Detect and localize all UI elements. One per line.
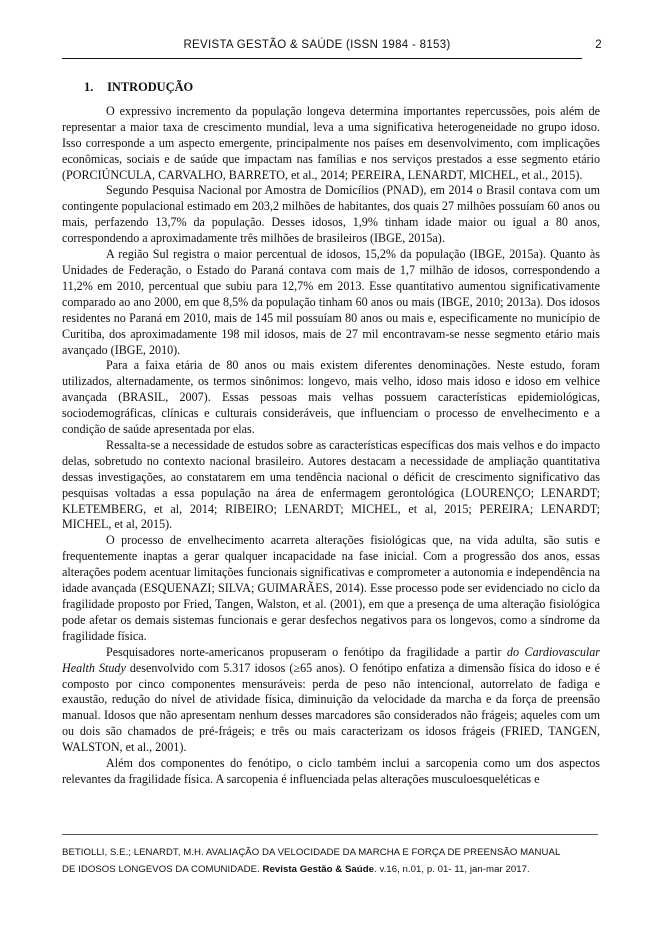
journal-name: Revista Gestão & Saúde [262,864,375,875]
citation-text: DE IDOSOS LONGEVOS DA COMUNIDADE. [62,864,263,875]
running-header [62,36,602,56]
section-title: INTRODUÇÃO [107,80,194,94]
page-number: 2 [595,39,602,51]
citation-line-2 [62,861,602,878]
paragraph: Além dos componentes do fenótipo, o ciclo também inclui a sarcopenia como um dos aspectos relevantes da fragilidade física. A sarcopenia é influenciada pelas alterações musculoesqueléticas e [62,756,600,786]
header-divider [62,58,582,59]
paragraph-text: desenvolvido com 5.317 idosos (≥65 anos). O fenótipo enfatiza a dimensão física do idoso e é composto por cinco componentes mensuráveis: perda de peso não intencional, autorrelato de fadiga e exaustão, redução do nível de atividade física, diminuição da velocidade da marcha e da força de preensão manual. Idosos que não apresentam nenhum desses marcadores são considerados não frágeis; aqueles com um ou dois são chamados de pré-frágeis; e três ou mais caracterizam os idosos frágeis (FRIED, TANGEN, WALSTON, et al., 2001). [62,660,600,755]
paragraph: Ressalta-se a necessidade de estudos sobre as características específicas dos mais velhos e do impacto delas, sobretudo no contexto nacional brasileiro. Autores destacam a necessidade de ampliação quantitativa dessas investigações, ao constatarem em uma tendência nacional o déficit de crescimento significativo das pesquisas voltadas a essa população na área de enfermagem gerontológica (LOURENÇO; LENARDT; KLETEMBERG, et al, 2014; RIBEIRO; LENARDT; MICHEL, et al, 2015; PEREIRA; LENARDT; MICHEL, et al, 2015). [62,437,600,532]
paragraph: O expressivo incremento da população longeva determina importantes repercussões, pois além de representar a maior taxa de crescimento mundial, leva a uma significativa heterogeneidade no grupo idoso. Isso corresponde a um aspecto emergente, principalmente nos países em desenvolvimento, com implicações econômicas, sociais e de saúde que impactam nas famílias e nos serviços prestados a esse segmento etário (PORCIÚNCULA, CARVALHO, BARRETO, et al., 2014; PEREIRA, LENARDT, MICHEL, et al., 2015). [62,103,600,182]
citation-line-1: BETIOLLI, S.E.; LENARDT, M.H. AVALIAÇÃO DA VELOCIDADE DA MARCHA E FORÇA DE PREENSÃO MANUAL [62,847,561,858]
citation-footer [62,844,602,878]
paragraph: O processo de envelhecimento acarreta alterações fisiológicas que, na vida adulta, são sutis e frequentemente inaptas a gerar qualquer incapacidade na fase inicial. Com a progressão dos anos, essas alterações podem acentuar limitações funcionais significativas e comprometer a autonomia e independência na idade avançada (ESQUENAZI; SILVA; GUIMARÃES, 2014). Esse processo pode ser evidenciado no ciclo da fragilidade proposto por Fried, Tangen, Walston, et al. (2001), em que a presença de uma alteração fisiológica pode afetar os demais sistemas funcionais e gerar desfechos negativos para os longevos, como a síndrome da fragilidade física. [62,533,600,643]
paragraph: Para a faixa etária de 80 anos ou mais existem diferentes denominações. Neste estudo, foram utilizados, alternadamente, os termos sinônimos: longevo, mais velho, idoso mais idoso e idoso em velhice avançada (BRASIL, 2007). Essas pessoas mais velhas possuem características epidemiológicas, sociodemográficas, clínicas e culturais consideráveis, que influenciam o processo de envelhecimento e a condição de saúde apresentada por elas. [62,358,600,437]
citation-volume: . v.16, n.01, p. 01- 11, jan-mar 2017. [374,864,530,875]
study-name: do Cardiovascular Health Study [62,644,601,675]
paragraph-text: Pesquisadores norte-americanos propuseram o fenótipo da fragilidade a partir [106,644,507,659]
paragraph: A região Sul registra o maior percentual de idosos, 15,2% da população (IBGE, 2015a). Quanto às Unidades de Federação, o Estado do Paraná contava com mais de 1,7 milhão de idosos, correspondendo a 11,2% em 2010, percentual que subiu para 12,7% em 2013. Esse quantitativo aumentou significativamente comparado ao ano 2000, em que 8,5% da população tinham 60 anos ou mais (IBGE, 2010; 2013a). Dos idosos residentes no Paraná em 2010, mais de 145 mil possuíam 80 anos ou mais e, especificamente no município de Curitiba, dos aproximadamente 198 mil idosos, mais de 27 mil encontravam-se nesse segmento etário mais avançado (IBGE, 2010). [62,247,600,357]
journal-header-title: REVISTA GESTÃO & SAÚDE (ISSN 1984 - 8153) [183,39,451,51]
paragraph: Segundo Pesquisa Nacional por Amostra de Domicílios (PNAD), em 2014 o Brasil contava com um contingente populacional estimado em 203,2 milhões de habitantes, dos quais 27 milhões possuíam 60 anos ou mais, perfazendo 13,7% da população. Desses idosos, 1,9% tinham idade maior ou igual a 80 anos, correspondendo a aproximadamente três milhões de brasileiros (IBGE, 2015a). [62,183,600,246]
article-body [62,80,600,788]
section-number: 1. [84,80,94,94]
paragraph [62,645,600,756]
section-heading [84,80,600,96]
footer-divider [62,834,598,835]
